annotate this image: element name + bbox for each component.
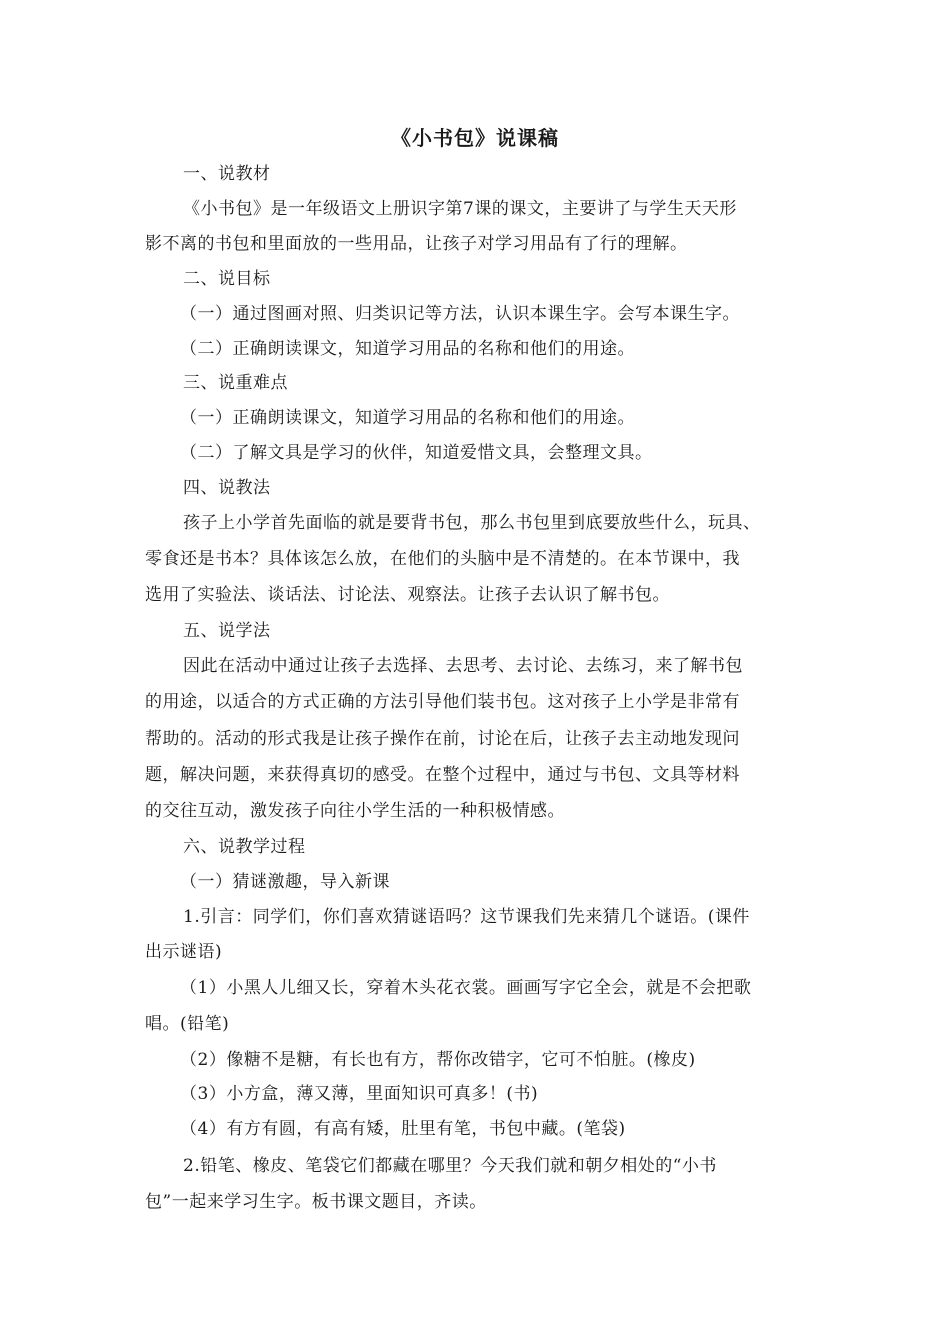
paragraph-line: 选用了实验法、谈话法、讨论法、观察法。让孩子去认识了解书包。 <box>145 585 670 605</box>
riddle-item: （3）小方盒，薄又薄，里面知识可真多！(书) <box>180 1084 539 1104</box>
heading-6: 六、说教学过程 <box>183 837 306 857</box>
heading-3: 三、说重难点 <box>183 373 288 393</box>
riddle-item: （4）有方有圆，有高有矮，肚里有笔，书包中藏。(笔袋) <box>180 1119 626 1139</box>
paragraph-line: 题，解决问题，来获得真切的感受。在整个过程中，通过与书包、文具等材料 <box>145 765 740 785</box>
paragraph-line: 影不离的书包和里面放的一些用品，让孩子对学习用品有了行的理解。 <box>145 234 688 254</box>
document-title: 《小书包》说课稿 <box>391 126 559 150</box>
riddle-item: 唱。(铅笔) <box>145 1014 230 1034</box>
paragraph-line: 1.引言：同学们，你们喜欢猜谜语吗？这节课我们先来猜几个谜语。(课件 <box>183 907 750 927</box>
paragraph-line: 零食还是书本？具体该怎么放，在他们的头脑中是不清楚的。在本节课中，我 <box>145 549 740 569</box>
paragraph-line: 因此在活动中通过让孩子去选择、去思考、去讨论、去练习，来了解书包 <box>183 656 743 676</box>
paragraph-line: 孩子上小学首先面临的就是要背书包，那么书包里到底要放些什么，玩具、 <box>183 513 761 533</box>
paragraph-line: 的用途，以适合的方式正确的方法引导他们装书包。这对孩子上小学是非常有 <box>145 692 740 712</box>
riddle-item: （1）小黑人儿细又长，穿着木头花衣裳。画画写字它全会，就是不会把歌 <box>180 978 752 998</box>
paragraph-line: 出示谜语) <box>145 942 223 962</box>
paragraph-line: 帮助的。活动的形式我是让孩子操作在前，讨论在后，让孩子去主动地发现问 <box>145 729 740 749</box>
list-item: （一）通过图画对照、归类识记等方法，认识本课生字。会写本课生字。 <box>180 304 740 324</box>
list-item: （一）正确朗读课文，知道学习用品的名称和他们的用途。 <box>180 408 635 428</box>
paragraph-line: 的交往互动，激发孩子向往小学生活的一种积极情感。 <box>145 801 565 821</box>
heading-4: 四、说教法 <box>183 478 271 498</box>
subheading: （一）猜谜激趣，导入新课 <box>180 872 390 892</box>
heading-2: 二、说目标 <box>183 269 271 289</box>
heading-5: 五、说学法 <box>183 621 271 641</box>
heading-1: 一、说教材 <box>183 164 271 184</box>
paragraph-line: 包”一起来学习生字。板书课文题目，齐读。 <box>145 1192 487 1212</box>
list-item: （二）了解文具是学习的伙伴，知道爱惜文具，会整理文具。 <box>180 443 653 463</box>
list-item: （二）正确朗读课文，知道学习用品的名称和他们的用途。 <box>180 339 635 359</box>
riddle-item: （2）像糖不是糖，有长也有方，帮你改错字，它可不怕脏。(橡皮) <box>180 1050 696 1070</box>
paragraph-line: 2.铅笔、橡皮、笔袋它们都藏在哪里？今天我们就和朝夕相处的“小书 <box>183 1156 717 1176</box>
paragraph-line: 《小书包》是一年级语文上册识字第7课的课文，主要讲了与学生天天形 <box>183 199 737 219</box>
